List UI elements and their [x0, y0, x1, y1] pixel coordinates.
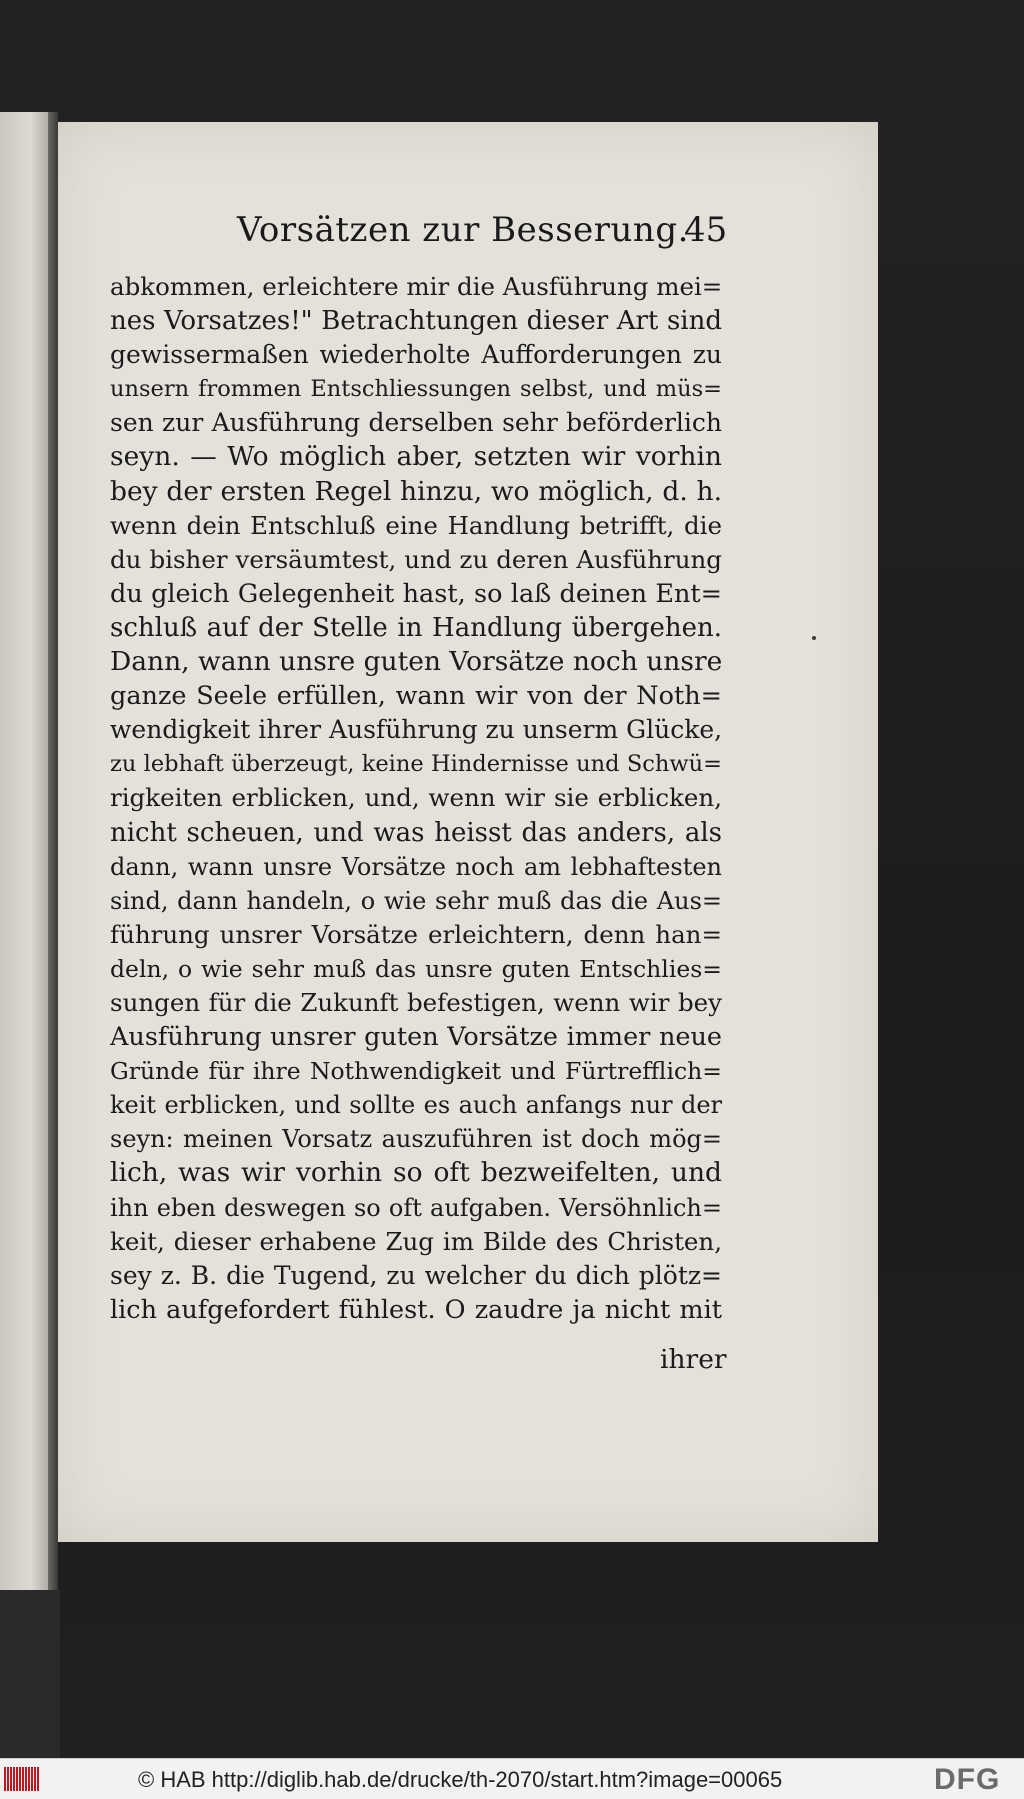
- text-line: unsern frommen Entschliessungen selbst, und müs=: [110, 376, 722, 403]
- body-text: [110, 270, 722, 1327]
- text-line: zu lebhaft überzeugt, keine Hindernisse und Schwü=: [110, 751, 722, 778]
- text-line: gewissermaßen wiederholte Aufforderungen zu: [110, 340, 722, 370]
- barcode-stripes-icon: [4, 1767, 46, 1791]
- text-line: dann, wann unsre Vorsätze noch am lebhaftesten: [110, 852, 722, 881]
- text-line: wenn dein Entschluß eine Handlung betrifft, die: [110, 510, 722, 540]
- text-line: nicht scheuen, und was heisst das anders, als: [110, 817, 722, 848]
- text-line: ganze Seele erfüllen, wann wir von der Noth=: [110, 681, 722, 712]
- text-line: keit erblicken, und sollte es auch anfangs nur der: [110, 1091, 722, 1120]
- text-line: führung unsrer Vorsätze erleichtern, denn han=: [110, 919, 722, 949]
- text-line: seyn: meinen Vorsatz auszuführen ist doch mög=: [110, 1125, 722, 1154]
- page-gutter-shadow: [48, 112, 58, 1592]
- text-line: lich, was wir vorhin so oft bezweifelten, und: [110, 1157, 722, 1189]
- text-line: sungen für die Zukunft befestigen, wenn wir bey: [110, 987, 722, 1017]
- text-line: sind, dann handeln, o wie sehr muß das die Aus=: [110, 886, 722, 915]
- text-line: schluß auf der Stelle in Handlung übergehen.: [110, 612, 722, 643]
- text-line: du bisher versäumtest, und zu deren Ausführung: [110, 544, 722, 574]
- text-line: lich aufgefordert fühlest. O zaudre ja nicht mit: [110, 1294, 722, 1325]
- text-line: ihn eben deswegen so oft aufgaben. Versöhnlich=: [110, 1193, 722, 1222]
- text-line: Ausführung unsrer guten Vorsätze immer neue: [110, 1022, 722, 1053]
- text-line: deln, o wie sehr muß das unsre guten Entschlies=: [110, 954, 722, 983]
- page-number: 45: [684, 210, 728, 250]
- footer-credit: © HAB http://diglib.hab.de/drucke/th-2070/start.htm?image=00065: [138, 1767, 783, 1792]
- text-line: Dann, wann unsre guten Vorsätze noch unsre: [110, 646, 722, 678]
- text-line: rigkeiten erblicken, und, wenn wir sie erblicken,: [110, 783, 722, 813]
- text-line: seyn. — Wo möglich aber, setzten wir vorhin: [110, 441, 722, 473]
- text-line: Gründe für ihre Nothwendigkeit und Fürtrefflich=: [110, 1057, 722, 1086]
- running-head: Vorsätzen zur Besserung.: [237, 210, 689, 250]
- text-line: bey der ersten Regel hinzu, wo möglich, d. h.: [110, 475, 722, 507]
- catchword: ihrer: [660, 1344, 727, 1375]
- text-line: wendigkeit ihrer Ausführung zu unserm Glücke,: [110, 715, 722, 745]
- scan-corner: [0, 1590, 60, 1758]
- text-line: nes Vorsatzes!" Betrachtungen dieser Art sind: [110, 306, 722, 337]
- footer-bar: [0, 1758, 1024, 1799]
- paper-speck: [812, 636, 816, 640]
- text-line: sen zur Ausführung derselben sehr beförderlich: [110, 408, 722, 438]
- text-line: abkommen, erleichtere mir die Ausführung mei=: [110, 272, 722, 301]
- text-line: du gleich Gelegenheit hast, so laß deinen Ent=: [110, 578, 722, 609]
- text-line: sey z. B. die Tugend, zu welcher du dich plötz=: [110, 1260, 722, 1290]
- text-line: keit, dieser erhabene Zug im Bilde des Christen,: [110, 1226, 722, 1256]
- dfg-logo: DFG: [934, 1763, 1001, 1796]
